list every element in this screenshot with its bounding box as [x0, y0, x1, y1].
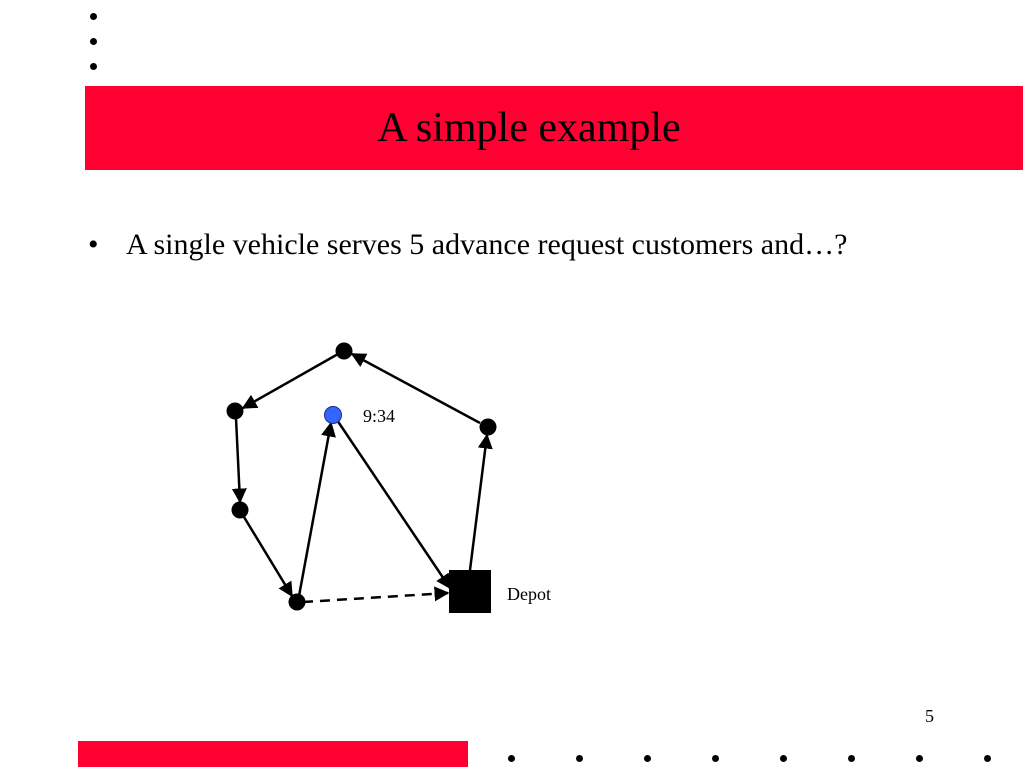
decorative-dot [712, 755, 719, 762]
route-edge-top-to-upper-left [243, 354, 338, 408]
route-edge-depot-to-right [470, 435, 487, 570]
customer-node-bottom [289, 594, 306, 611]
new-request-time-label: 9:34 [363, 406, 396, 426]
route-edge-new-request-to-depot [337, 420, 450, 588]
bullet-icon: • [88, 228, 99, 261]
decorative-dot [916, 755, 923, 762]
customer-node-top [336, 343, 353, 360]
customer-node-upper-left [227, 403, 244, 420]
customer-node-right [480, 419, 497, 436]
bottom-accent-bar [78, 741, 468, 767]
customer-node-mid-left [232, 502, 249, 519]
new-request-node [325, 407, 342, 424]
decorative-dot [508, 755, 515, 762]
route-edge-mid-left-to-bottom [244, 517, 292, 596]
slide-title: A simple example [377, 105, 681, 151]
decorative-dot [780, 755, 787, 762]
route-edge-bottom-to-new-request [299, 423, 331, 596]
decorative-dot [576, 755, 583, 762]
decorative-dot [984, 755, 991, 762]
route-edge-upper-left-to-mid-left [236, 418, 240, 502]
bullet-text: A single vehicle serves 5 advance request customers and…? [126, 228, 848, 261]
route-edge-bottom-to-depot-dashed [303, 593, 448, 602]
decorative-dot [644, 755, 651, 762]
depot-label: Depot [507, 584, 551, 604]
page-number: 5 [925, 706, 934, 726]
depot-square [449, 570, 491, 613]
decorative-dot [848, 755, 855, 762]
